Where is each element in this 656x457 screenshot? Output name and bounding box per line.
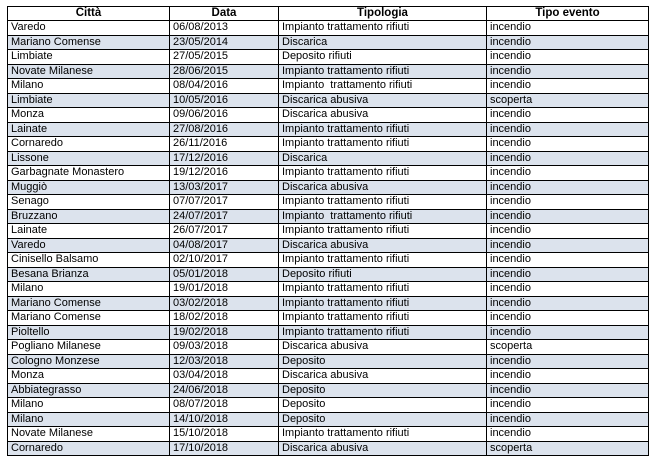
cell-type: Deposito rifiuti xyxy=(279,267,487,282)
cell-date: 13/03/2017 xyxy=(170,180,279,195)
cell-city: Pioltello xyxy=(8,325,170,340)
cell-city: Monza xyxy=(8,369,170,384)
table-row xyxy=(8,21,649,36)
cell-city: Cologno Monzese xyxy=(8,354,170,369)
cell-type: Impianto trattamento rifiuti xyxy=(279,79,487,94)
cell-city: Cornaredo xyxy=(8,441,170,456)
cell-event-type: incendio xyxy=(487,238,649,253)
cell-city: Cornaredo xyxy=(8,137,170,152)
cell-city: Mariano Comense xyxy=(8,296,170,311)
cell-city: Limbiate xyxy=(8,50,170,65)
cell-type: Impianto trattamento rifiuti xyxy=(279,209,487,224)
cell-type: Impianto trattamento rifiuti xyxy=(279,282,487,297)
table-row xyxy=(8,238,649,253)
table-row xyxy=(8,282,649,297)
table-row xyxy=(8,35,649,50)
table-row xyxy=(8,441,649,456)
table-row xyxy=(8,50,649,65)
cell-event-type: scoperta xyxy=(487,441,649,456)
cell-event-type: incendio xyxy=(487,354,649,369)
cell-city: Lainate xyxy=(8,122,170,137)
table-row xyxy=(8,398,649,413)
cell-type: Deposito xyxy=(279,398,487,413)
cell-city: Milano xyxy=(8,412,170,427)
cell-type: Discarica xyxy=(279,35,487,50)
cell-date: 03/02/2018 xyxy=(170,296,279,311)
cell-event-type: incendio xyxy=(487,209,649,224)
cell-type: Impianto trattamento rifiuti xyxy=(279,195,487,210)
table-row xyxy=(8,137,649,152)
cell-event-type: incendio xyxy=(487,296,649,311)
cell-type: Discarica abusiva xyxy=(279,369,487,384)
cell-city: Garbagnate Monastero xyxy=(8,166,170,181)
cell-city: Milano xyxy=(8,79,170,94)
cell-date: 06/08/2013 xyxy=(170,21,279,36)
cell-date: 26/07/2017 xyxy=(170,224,279,239)
cell-date: 19/02/2018 xyxy=(170,325,279,340)
cell-date: 17/12/2016 xyxy=(170,151,279,166)
cell-date: 02/10/2017 xyxy=(170,253,279,268)
cell-type: Discarica abusiva xyxy=(279,238,487,253)
table-row xyxy=(8,122,649,137)
cell-type: Deposito rifiuti xyxy=(279,50,487,65)
table-row xyxy=(8,369,649,384)
cell-date: 08/07/2018 xyxy=(170,398,279,413)
cell-event-type: incendio xyxy=(487,195,649,210)
cell-event-type: incendio xyxy=(487,122,649,137)
cell-date: 15/10/2018 xyxy=(170,427,279,442)
cell-event-type: incendio xyxy=(487,412,649,427)
cell-date: 18/02/2018 xyxy=(170,311,279,326)
cell-city: Monza xyxy=(8,108,170,123)
table-row xyxy=(8,296,649,311)
cell-type: Discarica abusiva xyxy=(279,180,487,195)
cell-city: Besana Brianza xyxy=(8,267,170,282)
cell-event-type: incendio xyxy=(487,108,649,123)
table-row xyxy=(8,325,649,340)
cell-date: 07/07/2017 xyxy=(170,195,279,210)
cell-event-type: incendio xyxy=(487,253,649,268)
cell-type: Discarica abusiva xyxy=(279,441,487,456)
cell-type: Deposito xyxy=(279,383,487,398)
table-row xyxy=(8,354,649,369)
table-row xyxy=(8,412,649,427)
table-row xyxy=(8,427,649,442)
table-row xyxy=(8,195,649,210)
cell-type: Impianto trattamento rifiuti xyxy=(279,122,487,137)
cell-type: Impianto trattamento rifiuti xyxy=(279,253,487,268)
cell-event-type: incendio xyxy=(487,398,649,413)
table-row xyxy=(8,93,649,108)
table-row xyxy=(8,108,649,123)
cell-event-type: incendio xyxy=(487,282,649,297)
cell-city: Novate Milanese xyxy=(8,427,170,442)
cell-city: Mariano Comense xyxy=(8,311,170,326)
cell-event-type: incendio xyxy=(487,79,649,94)
header-date: Data xyxy=(170,7,279,21)
cell-date: 26/11/2016 xyxy=(170,137,279,152)
cell-city: Varedo xyxy=(8,238,170,253)
cell-event-type: incendio xyxy=(487,137,649,152)
cell-city: Mariano Comense xyxy=(8,35,170,50)
cell-date: 09/03/2018 xyxy=(170,340,279,355)
table-body xyxy=(8,21,649,456)
table-row xyxy=(8,79,649,94)
table-row xyxy=(8,64,649,79)
cell-city: Bruzzano xyxy=(8,209,170,224)
cell-event-type: incendio xyxy=(487,267,649,282)
cell-type: Impianto trattamento rifiuti xyxy=(279,224,487,239)
cell-date: 10/05/2016 xyxy=(170,93,279,108)
table-row xyxy=(8,340,649,355)
cell-city: Milano xyxy=(8,282,170,297)
header-city: Città xyxy=(8,7,170,21)
table-row xyxy=(8,209,649,224)
cell-date: 19/12/2016 xyxy=(170,166,279,181)
cell-city: Milano xyxy=(8,398,170,413)
cell-type: Impianto trattamento rifiuti xyxy=(279,21,487,36)
header-event-type: Tipo evento xyxy=(487,7,649,21)
cell-event-type: incendio xyxy=(487,311,649,326)
cell-date: 09/06/2016 xyxy=(170,108,279,123)
table-row xyxy=(8,166,649,181)
cell-city: Novate Milanese xyxy=(8,64,170,79)
cell-event-type: incendio xyxy=(487,325,649,340)
header-type: Tipologia xyxy=(279,7,487,21)
cell-event-type: incendio xyxy=(487,21,649,36)
cell-type: Impianto trattamento rifiuti xyxy=(279,166,487,181)
cell-city: Pogliano Milanese xyxy=(8,340,170,355)
table-row xyxy=(8,253,649,268)
cell-date: 24/07/2017 xyxy=(170,209,279,224)
cell-event-type: incendio xyxy=(487,166,649,181)
cell-date: 23/05/2014 xyxy=(170,35,279,50)
cell-event-type: incendio xyxy=(487,151,649,166)
cell-city: Lainate xyxy=(8,224,170,239)
table-row xyxy=(8,151,649,166)
cell-date: 24/06/2018 xyxy=(170,383,279,398)
cell-type: Impianto trattamento rifiuti xyxy=(279,137,487,152)
table-row xyxy=(8,267,649,282)
header-row xyxy=(8,7,649,21)
cell-type: Impianto trattamento rifiuti xyxy=(279,325,487,340)
cell-city: Senago xyxy=(8,195,170,210)
cell-date: 17/10/2018 xyxy=(170,441,279,456)
table-row xyxy=(8,224,649,239)
cell-event-type: incendio xyxy=(487,50,649,65)
cell-date: 03/04/2018 xyxy=(170,369,279,384)
cell-city: Cinisello Balsamo xyxy=(8,253,170,268)
cell-event-type: incendio xyxy=(487,64,649,79)
cell-type: Deposito xyxy=(279,412,487,427)
cell-type: Impianto trattamento rifiuti xyxy=(279,64,487,79)
cell-date: 04/08/2017 xyxy=(170,238,279,253)
cell-type: Impianto trattamento rifiuti xyxy=(279,296,487,311)
cell-city: Limbiate xyxy=(8,93,170,108)
cell-type: Discarica xyxy=(279,151,487,166)
cell-type: Impianto trattamento rifiuti xyxy=(279,427,487,442)
cell-event-type: incendio xyxy=(487,427,649,442)
table-container xyxy=(7,6,649,456)
cell-date: 14/10/2018 xyxy=(170,412,279,427)
cell-type: Discarica abusiva xyxy=(279,108,487,123)
cell-event-type: scoperta xyxy=(487,93,649,108)
cell-type: Impianto trattamento rifiuti xyxy=(279,311,487,326)
cell-city: Lissone xyxy=(8,151,170,166)
cell-event-type: incendio xyxy=(487,383,649,398)
cell-date: 05/01/2018 xyxy=(170,267,279,282)
cell-date: 08/04/2016 xyxy=(170,79,279,94)
cell-type: Discarica abusiva xyxy=(279,93,487,108)
table-row xyxy=(8,383,649,398)
cell-city: Muggiò xyxy=(8,180,170,195)
cell-event-type: incendio xyxy=(487,180,649,195)
table-row xyxy=(8,311,649,326)
cell-type: Discarica abusiva xyxy=(279,340,487,355)
cell-date: 27/05/2015 xyxy=(170,50,279,65)
events-table xyxy=(7,6,649,456)
cell-event-type: incendio xyxy=(487,35,649,50)
cell-date: 12/03/2018 xyxy=(170,354,279,369)
cell-event-type: incendio xyxy=(487,224,649,239)
cell-date: 28/06/2015 xyxy=(170,64,279,79)
cell-event-type: scoperta xyxy=(487,340,649,355)
table-row xyxy=(8,180,649,195)
cell-city: Varedo xyxy=(8,21,170,36)
cell-date: 27/08/2016 xyxy=(170,122,279,137)
cell-city: Abbiategrasso xyxy=(8,383,170,398)
cell-event-type: incendio xyxy=(487,369,649,384)
cell-type: Deposito xyxy=(279,354,487,369)
cell-date: 19/01/2018 xyxy=(170,282,279,297)
